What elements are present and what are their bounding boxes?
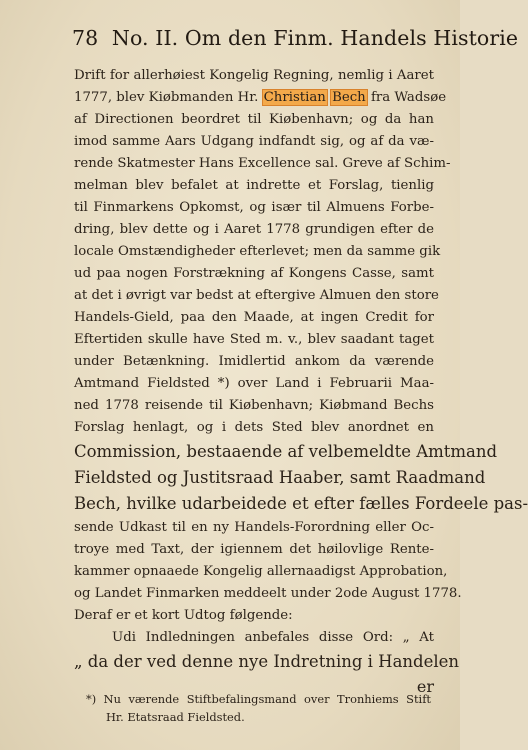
text-line-8: dring, blev dette og i Aaret 1778 grundigen efter de	[74, 222, 434, 237]
text-line-4: imod samme Aars Udgang indfandt sig, og af da væ-	[74, 134, 434, 149]
text-line-10: ud paa nogen Forstrækning af Kongens Casse, samt	[74, 266, 434, 281]
text-line-19: Fieldsted og Justitsraad Haaber, samt Raadmand	[74, 468, 486, 487]
text-line-2-end: fra Wadsøe	[370, 90, 447, 105]
highlight-name-first[interactable]: Christian	[263, 90, 326, 105]
text-line-6: melman blev befalet at indrette et Forslag, tienlig	[74, 178, 434, 193]
text-line-25: Deraf er et kort Udtog følgende:	[74, 608, 293, 623]
text-line-14: under Betænkning. Imidlertid ankom da værende	[74, 354, 434, 369]
text-line-17: Forslag henlagt, og i dets Sted blev anordnet en	[74, 420, 434, 435]
text-line-11: at det i øvrigt var bedst at eftergive Almuen den store	[74, 288, 439, 303]
page-header	[72, 26, 519, 50]
text-line-21: sende Udkast til en ny Handels-Forordning eller Oc-	[74, 520, 434, 535]
text-line-27: „ da der ved denne nye Indretning i Handelen	[74, 652, 460, 671]
footnote-line-1: *) Nu værende Stiftbefalingsmand over Tronhiems Stift	[86, 692, 431, 706]
running-title: No. II. Om den Finm. Handels Historie	[111, 26, 519, 50]
text-line-24: og Landet Finmarken meddeelt under 2ode August 1778.	[74, 586, 462, 601]
text-line-23: kammer opnaaede Kongelig allernaadigst Approbation,	[74, 564, 448, 579]
text-line-22: troye med Taxt, der igiennem det høilovlige Rente-	[74, 542, 434, 557]
text-line-5: rende Skatmester Hans Excellence sal. Greve af Schim-	[74, 156, 451, 171]
text-line-7: til Finmarkens Opkomst, og især til Almuens Forbe-	[74, 200, 434, 215]
text-line-26: Udi Indledningen anbefales disse Ord: „ At	[112, 630, 434, 645]
highlight-name-last[interactable]: Bech	[332, 90, 366, 105]
catchword: er	[416, 677, 434, 696]
text-line-20: Bech, hvilke udarbeidede et efter fælles Fordeele pas-	[74, 494, 528, 513]
footnote	[86, 690, 431, 726]
text-line-2-start: 1777, blev Kiøbmanden Hr.	[74, 90, 259, 105]
text-line-18: Commission, bestaaende af velbemeldte Amtmand	[74, 442, 498, 461]
body-text	[74, 65, 528, 699]
text-line-16: ned 1778 reisende til Kiøbenhavn; Kiøbmand Bechs	[74, 398, 434, 413]
page-number: 78	[72, 26, 99, 50]
footnote-line-2: Hr. Etatsraad Fieldsted.	[106, 710, 245, 724]
text-line-15: Amtmand Fieldsted *) over Land i Februarii Maa-	[74, 376, 434, 391]
text-line-1: Drift for allerhøiest Kongelig Regning, nemlig i Aaret	[74, 68, 434, 83]
text-line-3: af Directionen beordret til Kiøbenhavn; og da han	[74, 112, 434, 127]
text-line-12: Handels-Gield, paa den Maade, at ingen Credit for	[74, 310, 434, 325]
text-line-2	[74, 87, 447, 109]
text-line-13: Eftertiden skulle have Sted m. v., blev saadant taget	[74, 332, 434, 347]
text-line-9: locale Omstændigheder efterlevet; men da samme gik	[74, 244, 441, 259]
